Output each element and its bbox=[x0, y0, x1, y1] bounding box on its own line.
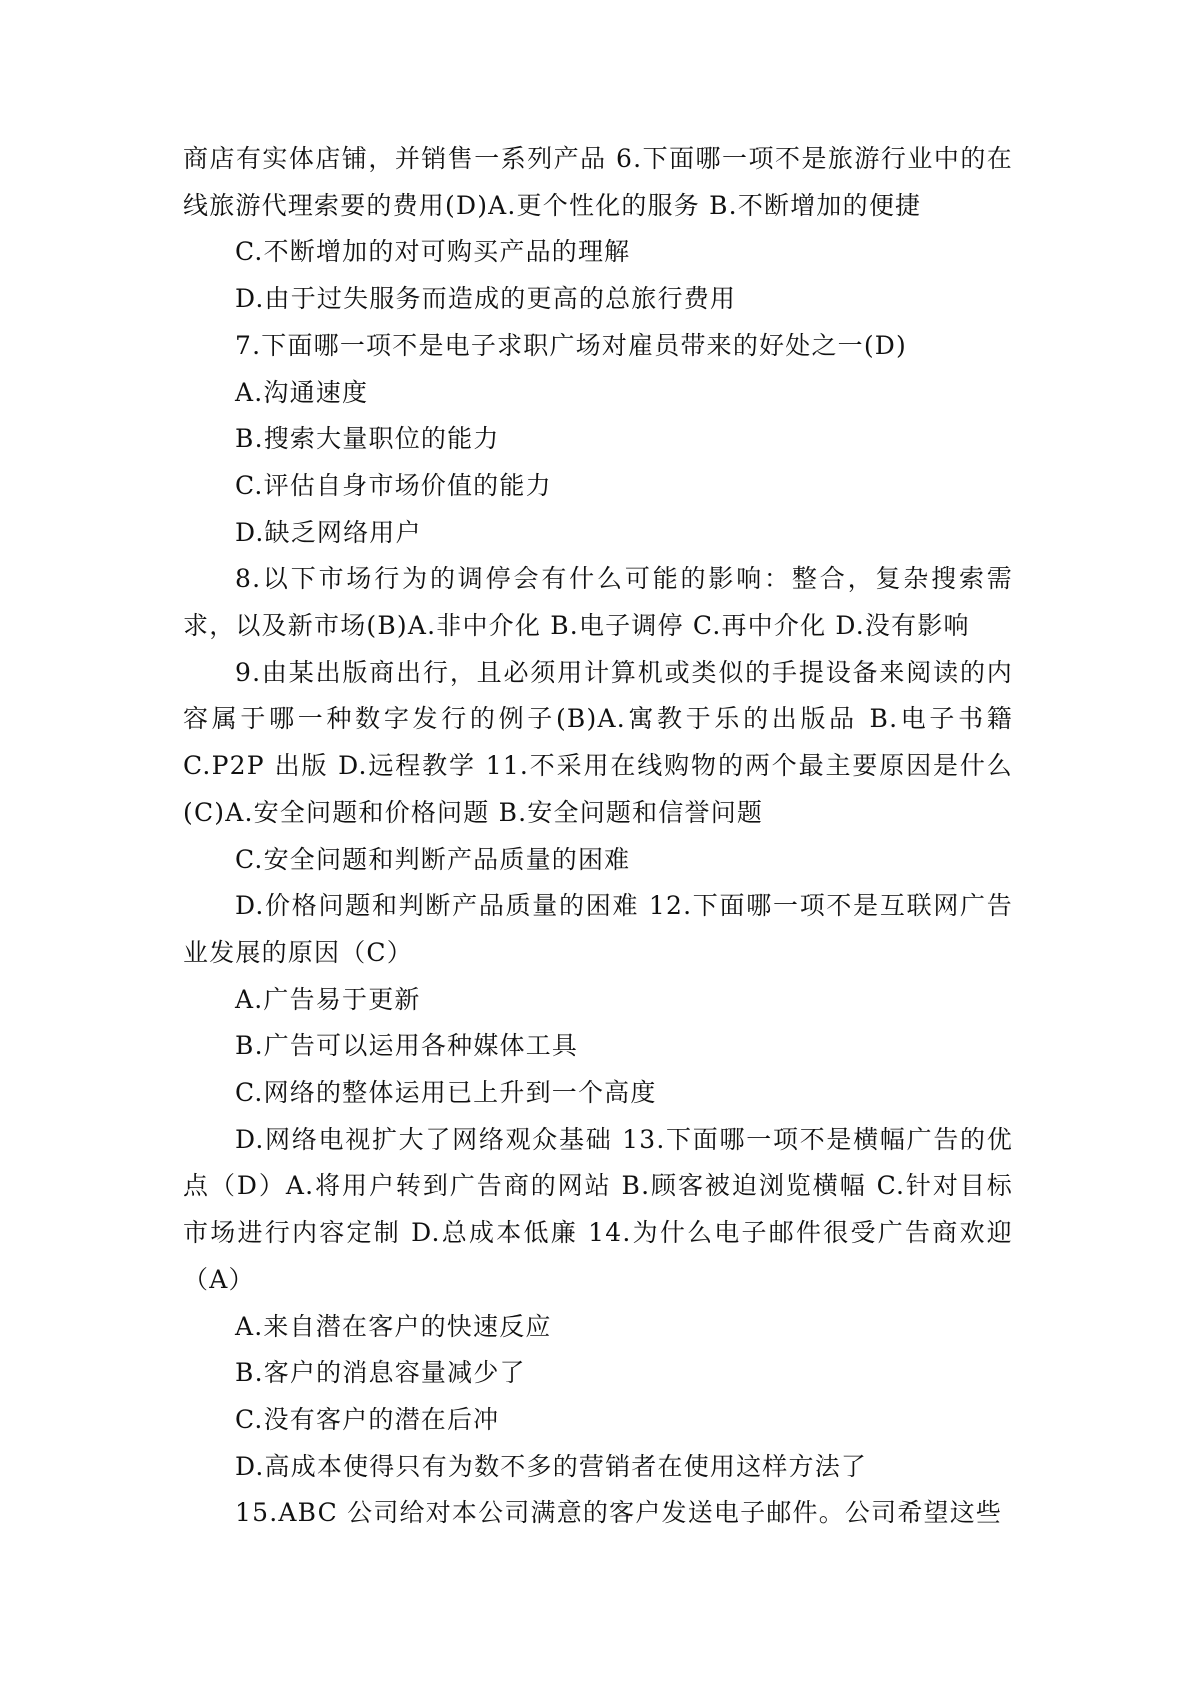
option-line: B.搜索大量职位的能力 bbox=[235, 424, 500, 454]
option-line: B.客户的消息容量减少了 bbox=[235, 1358, 526, 1388]
option-line: A.来自潜在客户的快速反应 bbox=[235, 1311, 552, 1341]
option-line: C.没有客户的潜在后冲 bbox=[235, 1404, 500, 1434]
option-line: C.评估自身市场价值的能力 bbox=[235, 470, 552, 500]
option-line: A.广告易于更新 bbox=[235, 984, 421, 1014]
question-13-14: D.网络电视扩大了网络观众基础 13.下面哪一项不是横幅广告的优点（D）A.将用户转到广告商的网站 B.顾客被迫浏览横幅 C.针对目标市场进行内容定制 D.总成本低廉 14.为什么电子邮件很受广告商欢迎（A） bbox=[183, 1124, 1013, 1294]
option-line: D.由于过失服务而造成的更高的总旅行费用 bbox=[235, 284, 737, 314]
question-15: 15.ABC 公司给对本公司满意的客户发送电子邮件。公司希望这些 bbox=[235, 1498, 1003, 1528]
question-8: 8.以下市场行为的调停会有什么可能的影响：整合，复杂搜索需求，以及新市场(B)A.非中介化 B.电子调停 C.再中介化 D.没有影响 bbox=[183, 564, 1013, 641]
question-9-11: 9.由某出版商出行，且必须用计算机或类似的手提设备来阅读的内容属于哪一种数字发行的例子(B)A.寓教于乐的出版品 B.电子书籍 C.P2P 出版 D.远程教学 11.不采用在线购物的两个最主要原因是什么(C)A.安全问题和价格问题 B.安全问题和信誉问题 bbox=[183, 657, 1013, 827]
question-7: 7.下面哪一项不是电子求职广场对雇员带来的好处之一(D) bbox=[235, 330, 908, 360]
option-line: C.不断增加的对可购买产品的理解 bbox=[235, 237, 631, 267]
option-line: A.沟通速度 bbox=[235, 377, 369, 407]
option-line: C.安全问题和判断产品质量的困难 bbox=[235, 844, 631, 874]
option-line: D.高成本使得只有为数不多的营销者在使用这样方法了 bbox=[235, 1451, 868, 1481]
paragraph-continuation: 商店有实体店铺，并销售一系列产品 6.下面哪一项不是旅游行业中的在线旅游代理索要的费用(D)A.更个性化的服务 B.不断增加的便捷 bbox=[183, 144, 1013, 220]
option-line: B.广告可以运用各种媒体工具 bbox=[235, 1031, 579, 1061]
document-body bbox=[183, 136, 1013, 1537]
question-12: D.价格问题和判断产品质量的困难 12.下面哪一项不是互联网广告业发展的原因（C） bbox=[183, 891, 1013, 967]
option-line: D.缺乏网络用户 bbox=[235, 517, 422, 547]
option-line: C.网络的整体运用已上升到一个高度 bbox=[235, 1078, 657, 1108]
